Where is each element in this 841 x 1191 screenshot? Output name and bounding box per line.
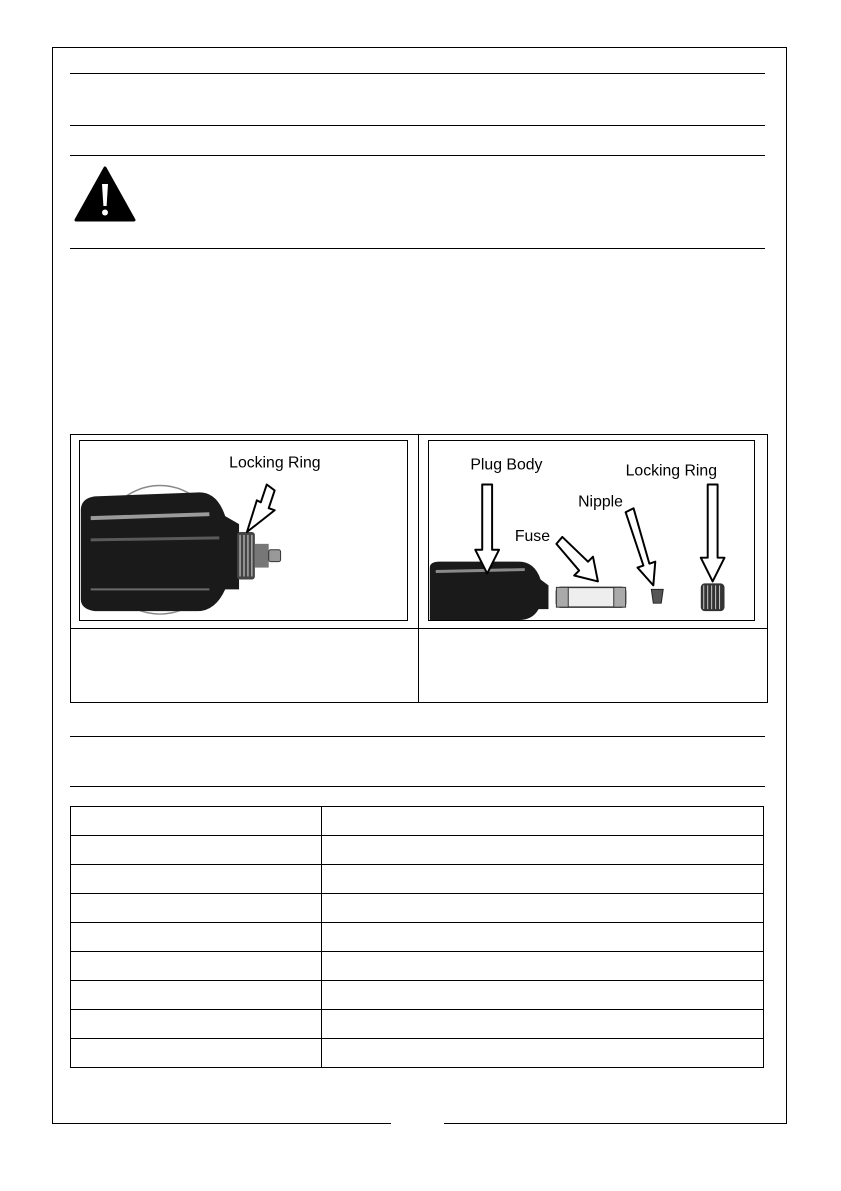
spec-value — [322, 981, 764, 1010]
header-rule-top — [70, 73, 765, 74]
spec-rule-bottom — [70, 786, 765, 787]
table-row — [71, 836, 764, 865]
spec-key — [71, 894, 322, 923]
spec-value — [322, 1039, 764, 1068]
spec-key — [71, 1010, 322, 1039]
spec-value — [322, 865, 764, 894]
warning-triangle-icon — [74, 166, 136, 223]
spec-key — [71, 807, 322, 836]
spec-key — [71, 981, 322, 1010]
spec-value — [322, 807, 764, 836]
table-row — [71, 981, 764, 1010]
table-row — [71, 1010, 764, 1039]
plug-exploded-illustration — [429, 441, 754, 620]
spec-rule-top — [70, 736, 765, 737]
spec-value — [322, 1010, 764, 1039]
fuse-label: Fuse — [514, 527, 551, 545]
nipple-label: Nipple — [578, 493, 623, 511]
warning-rule-bottom — [70, 248, 765, 249]
table-row — [71, 865, 764, 894]
plug-assembled-photo — [79, 440, 408, 621]
right-locking-ring-label: Locking Ring — [625, 462, 718, 480]
spec-key — [71, 836, 322, 865]
table-row — [71, 894, 764, 923]
spec-key — [71, 923, 322, 952]
figure-table — [70, 434, 768, 703]
spec-key — [71, 952, 322, 981]
figure-caption-divider — [71, 628, 767, 629]
page-frame-bottom-right — [444, 1123, 787, 1124]
left-locking-ring-label: Locking Ring — [229, 454, 321, 472]
table-row — [71, 807, 764, 836]
spec-value — [322, 836, 764, 865]
table-row — [71, 1039, 764, 1068]
spec-key — [71, 1039, 322, 1068]
spec-key — [71, 865, 322, 894]
specification-table — [70, 806, 764, 1068]
figure-column-divider — [418, 435, 419, 702]
plug-assembled-illustration — [80, 441, 407, 620]
spec-value — [322, 894, 764, 923]
plug-body-label: Plug Body — [470, 456, 543, 474]
spec-value — [322, 952, 764, 981]
page-frame-bottom-left — [52, 1123, 391, 1124]
plug-exploded-photo — [428, 440, 755, 621]
spec-value — [322, 923, 764, 952]
header-rule-bottom — [70, 125, 765, 126]
table-row — [71, 952, 764, 981]
warning-rule-top — [70, 155, 765, 156]
table-row — [71, 923, 764, 952]
